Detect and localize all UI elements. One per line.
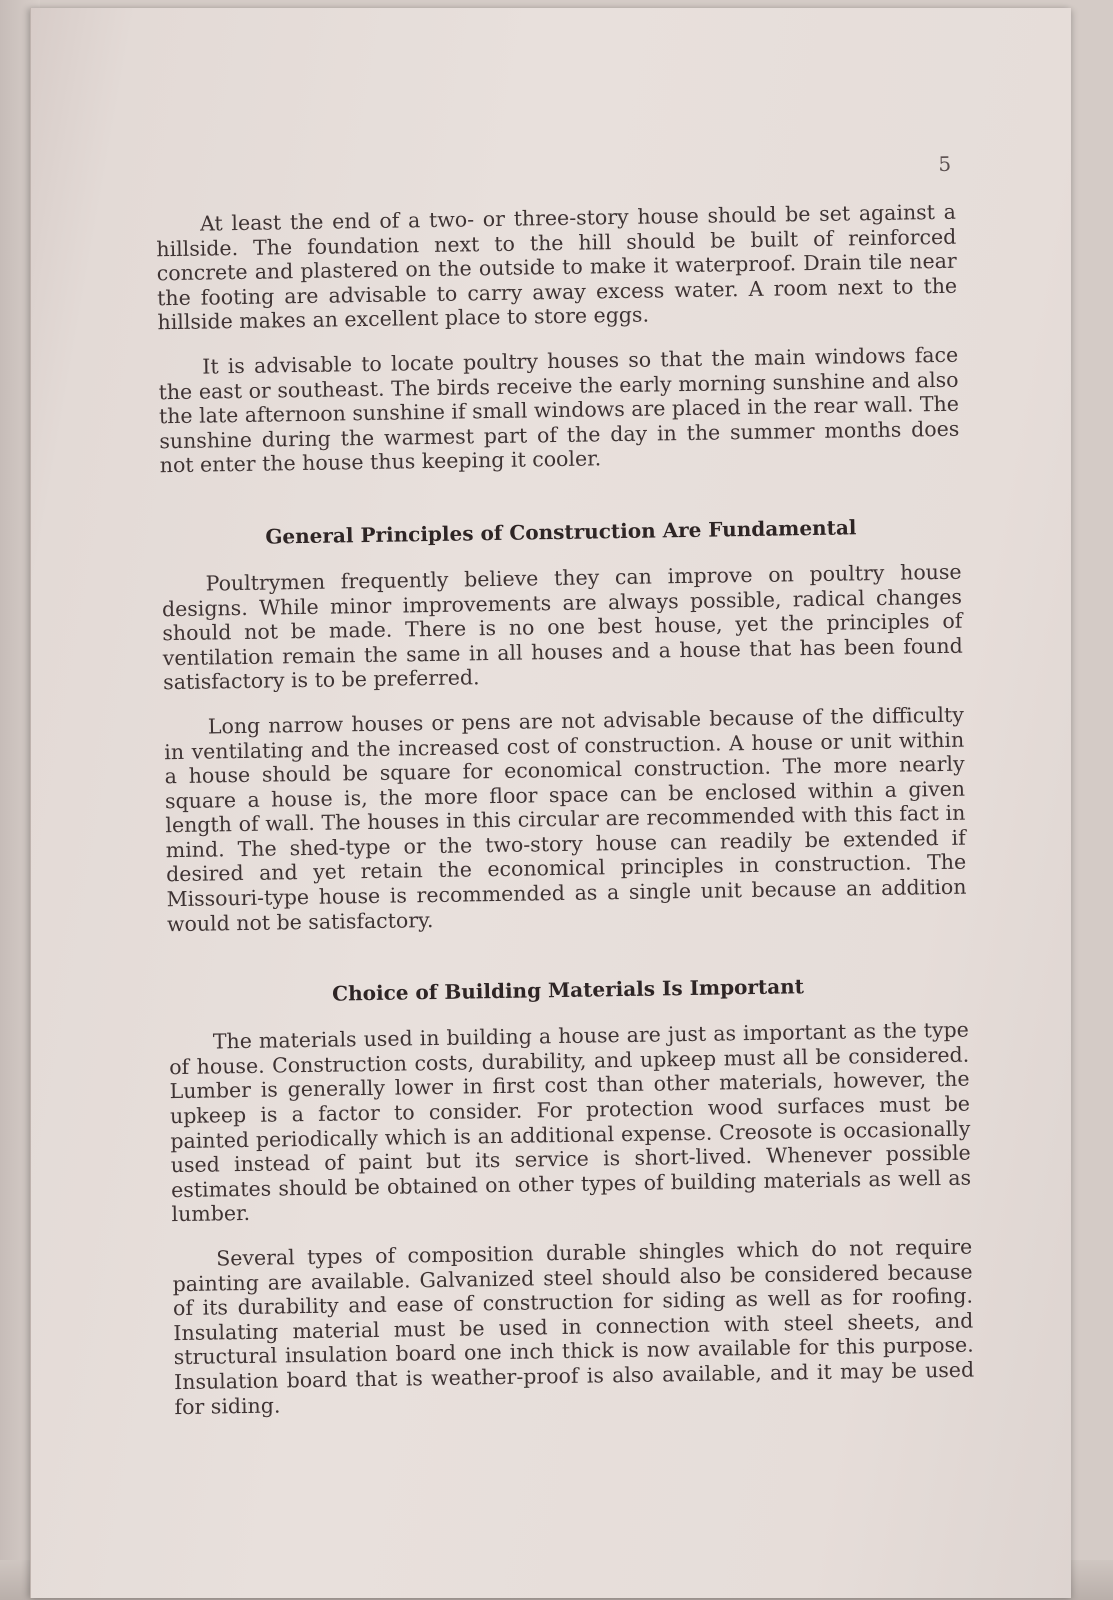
section-heading-materials: Choice of Building Materials Is Important <box>332 974 805 1006</box>
page-content <box>155 152 975 1440</box>
paragraph-materials: The materials used in building a house are just as important as the type of house. Construction costs, durability, and upkeep must all be considered. Lumber is generally lower in first cost than other materials, however, the upkeep is a factor to consider. For protection wood surfaces must be painted periodically which is an additional expense. Creosote is occasionally used instead of paint but its service is short-lived. Whenever possible estimates should be obtained on other types of building materials as well as lumber. <box>169 1017 972 1227</box>
paragraph-designs: Poultrymen frequently believe they can improve on poultry house designs. While minor improvements are always possible, radical changes should not be made. There is no one best house, yet the principles of ventilation remain the same in all houses and a house that has been found satisfactory is to be preferred. <box>161 559 963 695</box>
paragraph-hillside: At least the end of a two- or three-story house should be set against a hillside. The foundation next to the hill should be built of reinforced concrete and plastered on the outside to make it waterproof. Drain tile near the footing are advisable to carry away excess water. A room next to the hillside makes an excellent place to store eggs. <box>156 199 958 335</box>
paragraph-windows: It is advisable to locate poultry houses so that the main windows face the east or southeast. The birds receive the early morning sunshine and also the late afternoon sunshine if small windows are placed in the rear wall. The sunshine during the warmest part of the day in the summer months does not enter the house thus keeping it cooler. <box>158 342 960 478</box>
document-page <box>30 8 1071 1598</box>
paragraph-shingles: Several types of composition durable shingles which do not require painting are available. Galvanized steel should also be considered because of its durability and ease of construction for siding as well as for roofing. Insulating material must be used in connection with steel sheets, and structural insulation board one inch thick is now available for this purpose. Insulation board that is weather-proof is also available, and it may be used for siding. <box>172 1234 975 1419</box>
section-heading-construction: General Principles of Construction Are Fundamental <box>265 515 857 549</box>
page-number: 5 <box>938 151 952 176</box>
paragraph-house-shape: Long narrow houses or pens are not advisable because of the difficulty in ventilating and the increased cost of construction. A house or unit within a house should be square for economical construction. The more nearly square a house is, the more floor space can be enclosed within a given length of wall. The houses in this circular are recommended with this fact in mind. The shed-type or the two-story house can readily be extended if desired and yet retain the economical principles in construction. The Missouri-type house is recommended as a single unit because an addition would not be satisfactory. <box>164 702 967 936</box>
